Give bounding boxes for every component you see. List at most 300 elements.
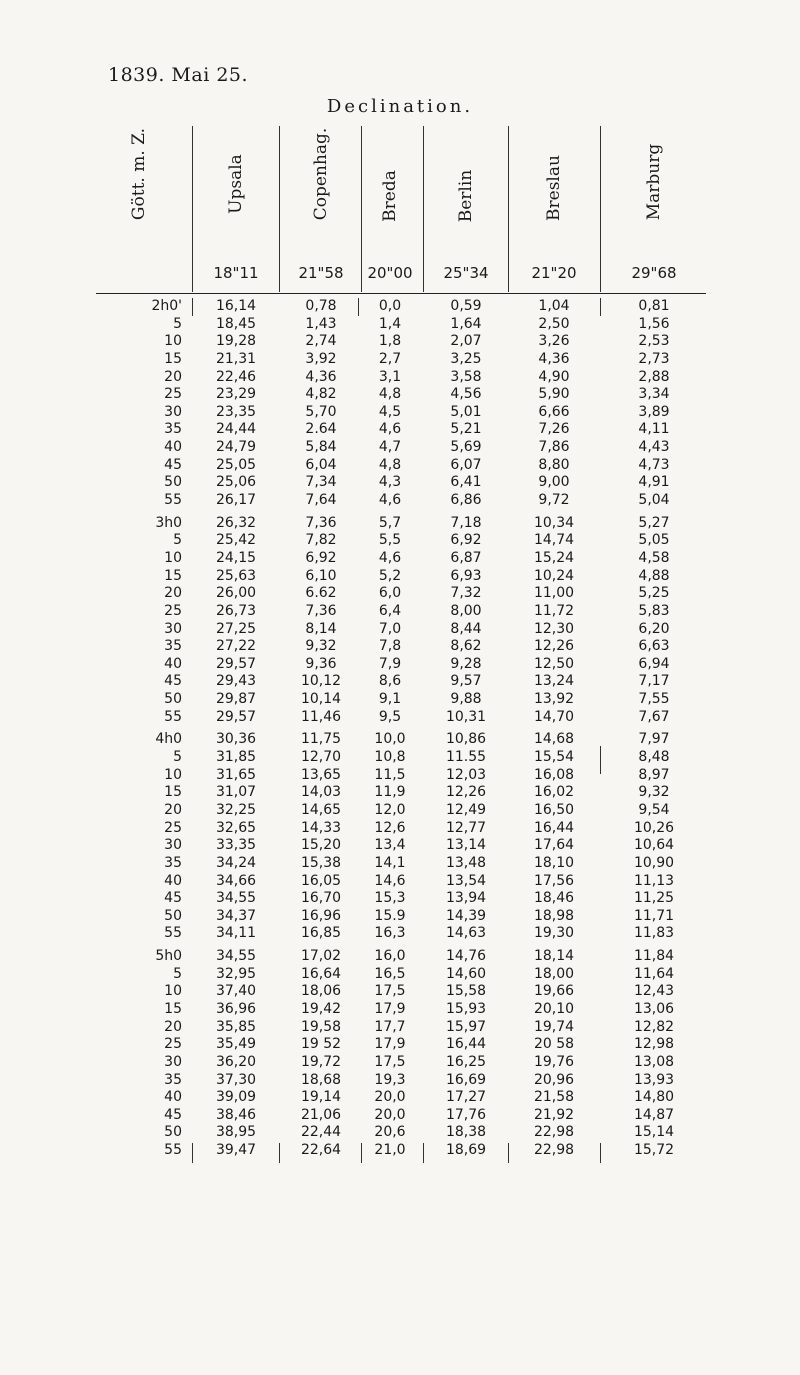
table-row [96,638,706,656]
time-cell: 30 [164,837,182,854]
value-cell: 9,5 [378,708,402,725]
table-row [96,333,706,351]
value-cell: 8,80 [538,456,570,473]
value-cell: 25,63 [215,567,257,584]
value-cell: 8,14 [305,620,337,637]
value-cell: 12,26 [533,638,575,655]
value-cell: 37,40 [215,983,257,1000]
value-cell: 12,50 [533,655,575,672]
berlin-column-header [424,126,508,292]
table-row [96,1019,706,1037]
time-cell: 50 [164,691,182,708]
upsala-column-header [194,126,278,292]
value-cell: 18,45 [215,315,257,332]
value-cell: 14,33 [300,819,342,836]
value-cell: 7,82 [305,532,337,549]
table-row [96,457,706,475]
value-cell: 19,72 [300,1053,342,1070]
value-cell: 15,20 [300,837,342,854]
value-cell: 1,04 [538,298,570,314]
table-row [96,731,706,749]
value-cell: 0,59 [450,298,482,314]
table-row [96,873,706,891]
time-cell: 10 [164,333,182,350]
header-divider [361,126,362,292]
time-cell: 25 [164,386,182,403]
value-cell: 19,30 [533,925,575,942]
value-cell: 13,54 [445,872,487,889]
value-cell: 15,24 [533,549,575,566]
upsala-offset: 18"11 [213,264,259,282]
breslau-offset: 21"20 [531,264,577,282]
time-cell: 25 [164,602,182,619]
breslau-label: Breslau [544,155,564,221]
value-cell: 11,72 [533,602,575,619]
value-cell: 9,1 [378,691,402,708]
value-cell: 6,92 [305,549,337,566]
time-cell: 30 [164,403,182,420]
time-cell: 40 [164,439,182,456]
value-cell: 19,66 [533,983,575,1000]
value-cell: 19,3 [374,1071,406,1088]
value-cell: 31,85 [215,749,257,766]
value-cell: 11,9 [374,784,406,801]
value-cell: 4,58 [638,549,670,566]
value-cell: 10,34 [533,514,575,531]
value-cell: 11,71 [633,907,675,924]
value-cell: 34,55 [215,890,257,907]
value-cell: 18,46 [533,890,575,907]
value-cell: 22,64 [300,1142,342,1159]
value-cell: 4,3 [378,474,402,491]
value-cell: 11.55 [445,749,487,766]
value-cell: 27,25 [215,620,257,637]
table-row [96,439,706,457]
value-cell: 15.9 [374,907,406,924]
value-cell: 18,68 [300,1071,342,1088]
value-cell: 4,6 [378,492,402,509]
value-cell: 15,54 [533,749,575,766]
value-cell: 17,76 [445,1106,487,1123]
value-cell: 13,06 [633,1000,675,1017]
column-divider [600,298,601,316]
table-row [96,673,706,691]
time-cell: 5 [173,532,182,549]
value-cell: 11,5 [374,766,406,783]
value-cell: 4,88 [638,567,670,584]
value-cell: 8,97 [638,766,670,783]
value-cell: 15,38 [300,854,342,871]
table-row [96,369,706,387]
value-cell: 4,11 [638,421,670,438]
value-cell: 9,36 [305,655,337,672]
value-cell: 26,17 [215,492,257,509]
time-cell: 25 [164,1036,182,1053]
column-divider [192,298,193,316]
value-cell: 34,24 [215,854,257,871]
value-cell: 9,54 [638,801,670,818]
value-cell: 7,67 [638,708,670,725]
time-cell: 45 [164,890,182,907]
value-cell: 14,39 [445,907,487,924]
value-cell: 15,3 [374,890,406,907]
value-cell: 5,69 [450,439,482,456]
value-cell: 18,98 [533,907,575,924]
table-row [96,298,706,316]
column-divider [508,1143,509,1163]
value-cell: 12,77 [445,819,487,836]
value-cell: 22,46 [215,368,257,385]
value-cell: 25,05 [215,456,257,473]
value-cell: 29,87 [215,691,257,708]
value-cell: 1,4 [378,315,402,332]
value-cell: 8,00 [450,602,482,619]
value-cell: 4,6 [378,421,402,438]
value-cell: 20,96 [533,1071,575,1088]
table-row [96,316,706,334]
value-cell: 11,46 [300,708,342,725]
value-cell: 25,42 [215,532,257,549]
breda-column-header [360,126,420,292]
value-cell: 19,28 [215,333,257,350]
table-row [96,1107,706,1125]
value-cell: 3,26 [538,333,570,350]
value-cell: 16,44 [533,819,575,836]
table-row [96,568,706,586]
value-cell: 7,17 [638,673,670,690]
value-cell: 1,64 [450,315,482,332]
value-cell: 11,84 [633,948,675,965]
section-title: Declination. [326,96,474,117]
berlin-label: Berlin [456,169,476,223]
value-cell: 5,01 [450,403,482,420]
value-cell: 12,98 [633,1036,675,1053]
table-row [96,925,706,943]
value-cell: 20,6 [374,1124,406,1141]
value-cell: 16,70 [300,890,342,907]
value-cell: 0,78 [305,298,337,314]
value-cell: 17,56 [533,872,575,889]
value-cell: 27,22 [215,638,257,655]
time-cell: 10 [164,549,182,566]
value-cell: 6,0 [378,585,402,602]
page-heading: 1839. Mai 25. [108,64,249,86]
time-cell: 30 [164,620,182,637]
time-cell: 5 [173,749,182,766]
value-cell: 16,64 [300,965,342,982]
column-divider [192,1143,193,1163]
copenhagen-offset: 21"58 [298,264,344,282]
value-cell: 17,02 [300,948,342,965]
value-cell: 11,83 [633,925,675,942]
time-cell: 40 [164,872,182,889]
value-cell: 24,79 [215,439,257,456]
value-cell: 30,36 [215,731,257,748]
value-cell: 13,48 [445,854,487,871]
time-cell: 50 [164,907,182,924]
value-cell: 5,04 [638,492,670,509]
value-cell: 16,0 [374,948,406,965]
value-cell: 38,46 [215,1106,257,1123]
value-cell: 13,08 [633,1053,675,1070]
time-cell: 20 [164,801,182,818]
table-row [96,983,706,1001]
time-cell: 25 [164,819,182,836]
table-row [96,966,706,984]
value-cell: 9,72 [538,492,570,509]
marburg-column-header [602,126,706,292]
value-cell: 21,92 [533,1106,575,1123]
table-row [96,621,706,639]
value-cell: 6,04 [305,456,337,473]
value-cell: 31,65 [215,766,257,783]
value-cell: 1,8 [378,333,402,350]
table-row [96,855,706,873]
value-cell: 4,8 [378,386,402,403]
value-cell: 14,76 [445,948,487,965]
value-cell: 7,36 [305,602,337,619]
copenhagen-column-header [280,126,362,292]
table-row [96,802,706,820]
table-row [96,386,706,404]
value-cell: 24,44 [215,421,257,438]
value-cell: 10,0 [374,731,406,748]
value-cell: 18,06 [300,983,342,1000]
value-cell: 39,47 [215,1142,257,1159]
time-cell: 20 [164,585,182,602]
value-cell: 19,74 [533,1018,575,1035]
table-row [96,515,706,533]
value-cell: 2,07 [450,333,482,350]
value-cell: 6,86 [450,492,482,509]
value-cell: 26,00 [215,585,257,602]
value-cell: 34,55 [215,948,257,965]
value-cell: 11,00 [533,585,575,602]
value-cell: 9,57 [450,673,482,690]
value-cell: 21,31 [215,350,257,367]
value-cell: 21,58 [533,1089,575,1106]
value-cell: 5,83 [638,602,670,619]
value-cell: 16,96 [300,907,342,924]
value-cell: 7,8 [378,638,402,655]
value-cell: 33,35 [215,837,257,854]
value-cell: 17,9 [374,1036,406,1053]
time-cell: 15 [164,567,182,584]
value-cell: 12,70 [300,749,342,766]
value-cell: 4,56 [450,386,482,403]
value-cell: 10,24 [533,567,575,584]
value-cell: 17,64 [533,837,575,854]
value-cell: 5,70 [305,403,337,420]
value-cell: 11,75 [300,731,342,748]
value-cell: 19 52 [300,1036,342,1053]
table-row [96,1124,706,1142]
value-cell: 13,65 [300,766,342,783]
value-cell: 15,93 [445,1000,487,1017]
value-cell: 32,95 [215,965,257,982]
value-cell: 3,1 [378,368,402,385]
table-row [96,603,706,621]
value-cell: 26,73 [215,602,257,619]
value-cell: 36,96 [215,1000,257,1017]
value-cell: 16,44 [445,1036,487,1053]
value-cell: 15,72 [633,1142,675,1159]
value-cell: 17,5 [374,1053,406,1070]
value-cell: 13,4 [374,837,406,854]
value-cell: 17,7 [374,1018,406,1035]
value-cell: 16,3 [374,925,406,942]
time-cell: 3h0 [155,514,182,531]
value-cell: 6,63 [638,638,670,655]
marburg-label: Marburg [644,143,664,221]
value-cell: 16,08 [533,766,575,783]
value-cell: 16,02 [533,784,575,801]
value-cell: 6,66 [538,403,570,420]
time-cell: 5 [173,315,182,332]
time-cell: 5 [173,965,182,982]
value-cell: 4,36 [538,350,570,367]
value-cell: 20,10 [533,1000,575,1017]
value-cell: 12,0 [374,801,406,818]
value-cell: 12,30 [533,620,575,637]
value-cell: 4,90 [538,368,570,385]
value-cell: 5,7 [378,514,402,531]
time-cell: 40 [164,1089,182,1106]
value-cell: 5,5 [378,532,402,549]
value-cell: 22,98 [533,1124,575,1141]
value-cell: 19,58 [300,1018,342,1035]
breda-label: Breda [380,170,400,222]
value-cell: 4,91 [638,474,670,491]
table-row [96,404,706,422]
value-cell: 9,88 [450,691,482,708]
value-cell: 12,43 [633,983,675,1000]
value-cell: 34,37 [215,907,257,924]
table-row [96,820,706,838]
value-cell: 14,68 [533,731,575,748]
value-cell: 21,06 [300,1106,342,1123]
value-cell: 12,49 [445,801,487,818]
value-cell: 7,97 [638,731,670,748]
value-cell: 16,05 [300,872,342,889]
value-cell: 22,44 [300,1124,342,1141]
value-cell: 8,44 [450,620,482,637]
value-cell: 34,11 [215,925,257,942]
header-divider [600,126,601,292]
value-cell: 38,95 [215,1124,257,1141]
table-row [96,948,706,966]
value-cell: 2,7 [378,350,402,367]
value-cell: 22,98 [533,1142,575,1159]
table-row [96,1036,706,1054]
value-cell: 1,43 [305,315,337,332]
table-row [96,1054,706,1072]
time-cell: 55 [164,708,182,725]
value-cell: 14,80 [633,1089,675,1106]
value-cell: 29,57 [215,708,257,725]
time-cell: 40 [164,655,182,672]
value-cell: 26,32 [215,514,257,531]
value-cell: 17,27 [445,1089,487,1106]
time-cell: 20 [164,368,182,385]
value-cell: 36,20 [215,1053,257,1070]
value-cell: 6,20 [638,620,670,637]
value-cell: 4,8 [378,456,402,473]
value-cell: 24,15 [215,549,257,566]
value-cell: 19,42 [300,1000,342,1017]
value-cell: 3,89 [638,403,670,420]
value-cell: 6,92 [450,532,482,549]
value-cell: 14,87 [633,1106,675,1123]
value-cell: 6,07 [450,456,482,473]
value-cell: 0,81 [638,298,670,314]
value-cell: 21,0 [374,1142,406,1159]
table-body [96,298,706,1160]
value-cell: 5,90 [538,386,570,403]
upsala-label: Upsala [226,154,246,214]
value-cell: 2,53 [638,333,670,350]
value-cell: 9,00 [538,474,570,491]
value-cell: 7,26 [538,421,570,438]
value-cell: 13,24 [533,673,575,690]
table-row [96,1089,706,1107]
value-cell: 35,49 [215,1036,257,1053]
table-row [96,709,706,727]
value-cell: 16,69 [445,1071,487,1088]
column-divider [279,1143,280,1163]
table-row [96,784,706,802]
value-cell: 7,18 [450,514,482,531]
table-row [96,1001,706,1019]
value-cell: 16,14 [215,298,257,314]
value-cell: 2,50 [538,315,570,332]
value-cell: 23,35 [215,403,257,420]
value-cell: 20 58 [533,1036,575,1053]
time-cell: 55 [164,492,182,509]
value-cell: 7,32 [450,585,482,602]
time-cell: 10 [164,766,182,783]
value-cell: 12,6 [374,819,406,836]
time-cell: 30 [164,1053,182,1070]
value-cell: 17,9 [374,1000,406,1017]
value-cell: 7,34 [305,474,337,491]
value-cell: 11,13 [633,872,675,889]
time-cell: 4h0 [155,731,182,748]
value-cell: 18,10 [533,854,575,871]
value-cell: 9,32 [638,784,670,801]
column-divider [600,1143,601,1163]
value-cell: 20,0 [374,1089,406,1106]
time-cell: 2h0' [151,298,182,314]
value-cell: 13,93 [633,1071,675,1088]
value-cell: 35,85 [215,1018,257,1035]
column-divider [361,1143,362,1163]
header-divider [508,126,509,292]
value-cell: 31,07 [215,784,257,801]
value-cell: 2,74 [305,333,337,350]
value-cell: 15,14 [633,1124,675,1141]
value-cell: 6.62 [305,585,337,602]
value-cell: 18,69 [445,1142,487,1159]
table-row [96,691,706,709]
value-cell: 11,25 [633,890,675,907]
table-row [96,474,706,492]
value-cell: 1,56 [638,315,670,332]
value-cell: 6,4 [378,602,402,619]
breslau-column-header [509,126,599,292]
table-header [96,126,706,292]
value-cell: 39,09 [215,1089,257,1106]
